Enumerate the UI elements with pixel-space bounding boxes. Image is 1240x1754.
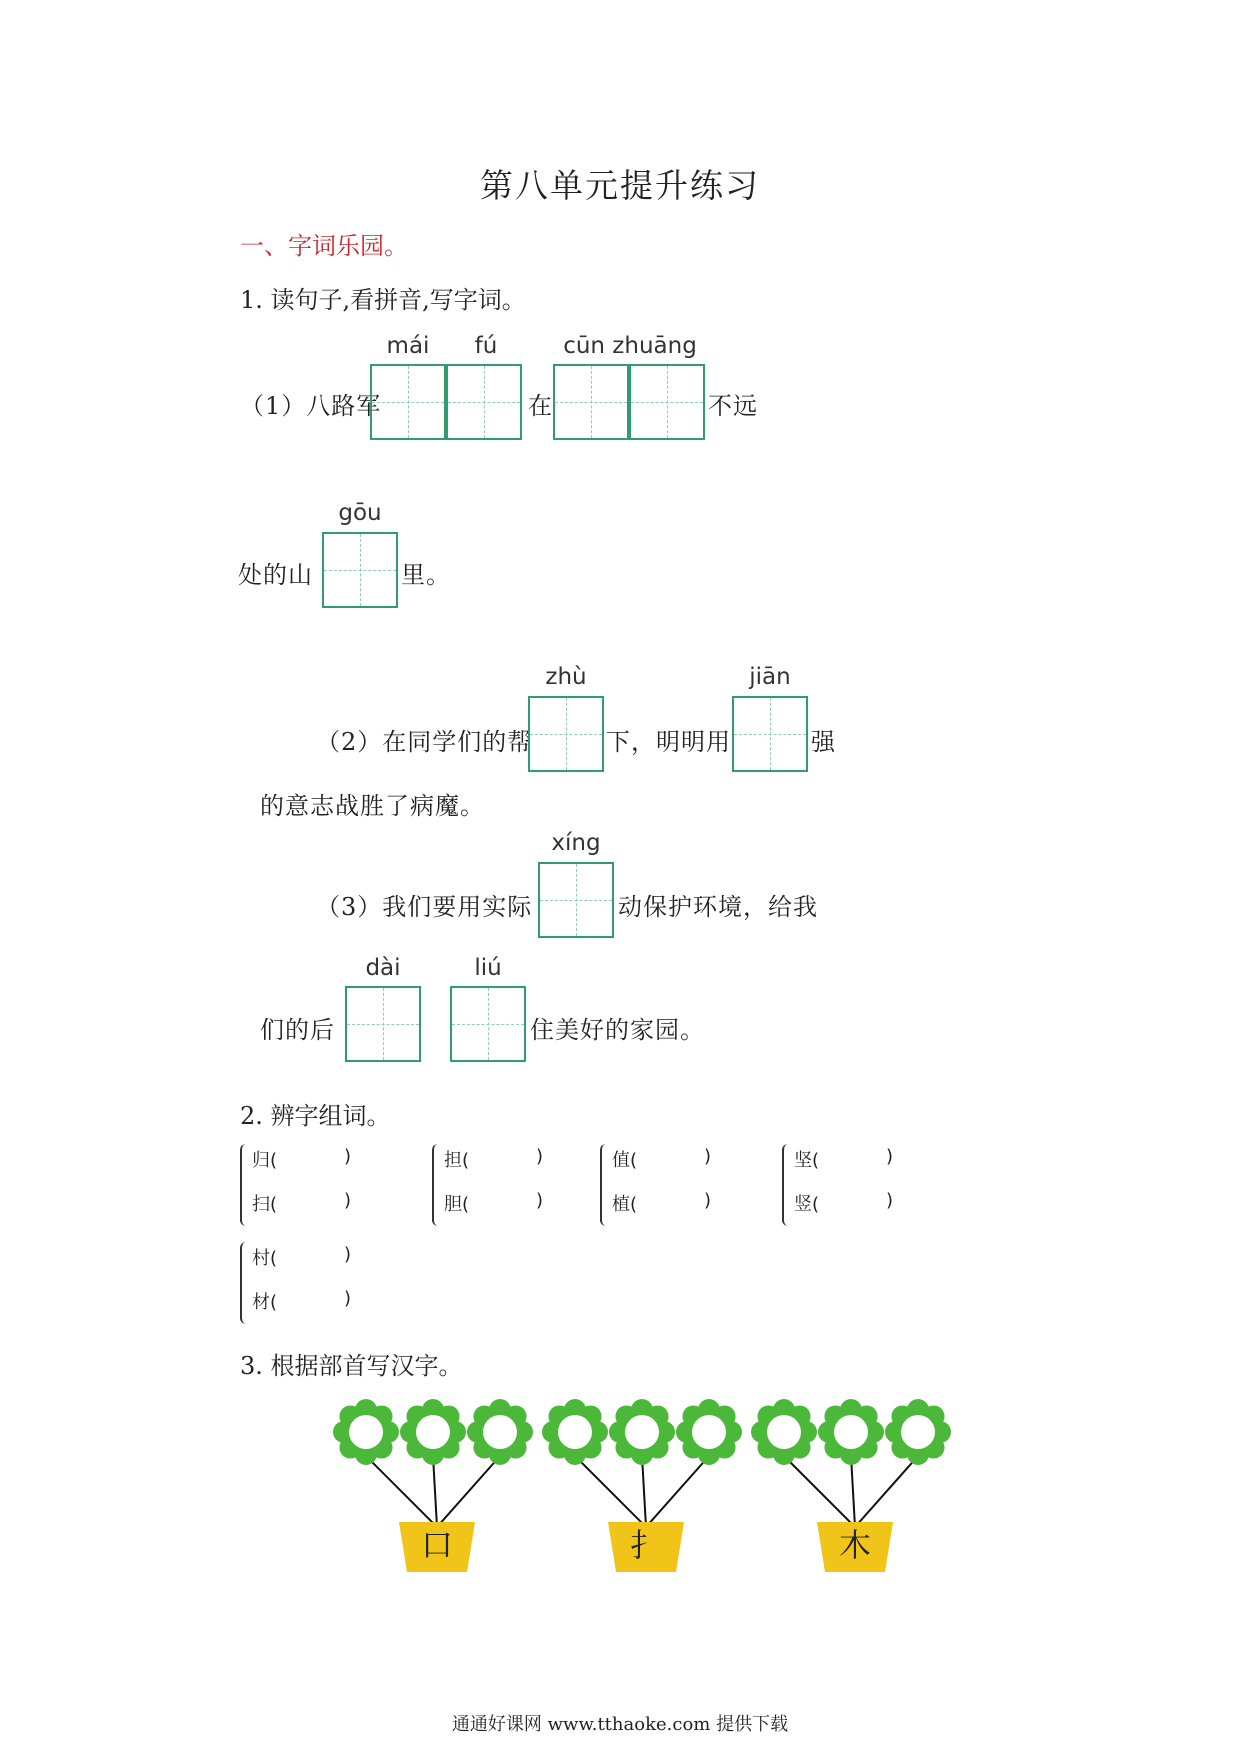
sentence-1-prefix: （1）八路军 [240,392,382,420]
paren-close: ) [886,1190,894,1211]
word-pair-item: 坚( [794,1150,820,1171]
flower-stem [575,1456,646,1527]
sentence-2-suffix: 强 [811,728,836,756]
sentence-3-suffix: 动保护环境，给我 [618,893,818,921]
sentence-1-middle: 在 [528,392,553,420]
pinyin-xing: xíng [551,830,601,856]
pinyin-gou: gōu [338,500,382,526]
flower-stem [851,1456,855,1527]
flower-stem [784,1456,855,1527]
flower-center [558,1415,592,1449]
sentence-2-prefix: （2）在同学们的帮 [316,728,533,756]
paren-close: ) [344,1288,352,1309]
flower-center [901,1415,935,1449]
flower-stem [433,1456,437,1527]
paren-close: ) [704,1146,712,1167]
flower-center [416,1415,450,1449]
question-1-label: 1. 读句子,看拼音,写字词。 [240,286,526,314]
word-pair-item: 胆( [444,1194,470,1215]
footer: 通通好课网 www.tthaoke.com 提供下载 [451,1714,789,1735]
sentence-1-suffix: 不远 [708,392,758,420]
sentence-3-line2-prefix: 们的后 [260,1016,335,1044]
flower-center [767,1415,801,1449]
flower-center [483,1415,517,1449]
paren-close: ) [344,1190,352,1211]
paren-close: ) [704,1190,712,1211]
word-pair-item: 植( [612,1194,638,1215]
page-title: 第八单元提升练习 [480,166,760,205]
pinyin-mai: mái [386,333,430,359]
word-pair-item: 担( [444,1150,470,1171]
radical-mu: 木 [838,1526,871,1564]
pinyin-jian: jiān [749,664,791,690]
word-pair-item: 归( [252,1150,278,1171]
pinyin-liu: liú [474,955,502,981]
pinyin-zhu: zhù [545,664,587,690]
flower-center [692,1415,726,1449]
radical-shou: 扌 [629,1526,662,1564]
pinyin-dai: dài [365,955,401,981]
sentence-1-line2-prefix: 处的山 [238,561,313,589]
sentence-3-prefix: （3）我们要用实际 [316,893,533,921]
pinyin-fu: fú [474,333,498,359]
flower-stem [855,1456,918,1527]
radical-kou: 口 [420,1526,453,1564]
paren-close: ) [886,1146,894,1167]
word-pair-item: 值( [612,1150,638,1171]
question-3-label: 3. 根据部首写汉字。 [240,1352,463,1380]
sentence-2-line2: 的意志战胜了病魔。 [260,792,485,820]
sentence-3-line2-suffix: 住美好的家园。 [530,1016,705,1044]
flower-center [834,1415,868,1449]
flower-center [349,1415,383,1449]
flower-stem [366,1456,437,1527]
paren-close: ) [536,1190,544,1211]
word-pair-item: 材( [252,1292,278,1313]
pinyin-cunzhuang: cūn zhuāng [563,333,697,359]
paren-close: ) [344,1244,352,1265]
paren-close: ) [344,1146,352,1167]
section-heading: 一、字词乐园。 [240,232,408,260]
word-pair-item: 扫( [252,1194,278,1215]
flower-stem [437,1456,500,1527]
question-2-label: 2. 辨字组词。 [240,1102,391,1130]
word-pair-item: 村( [252,1248,278,1269]
flower-center [625,1415,659,1449]
sentence-1-line2-suffix: 里。 [401,561,451,589]
word-pair-item: 竖( [794,1194,820,1215]
flower-stem [646,1456,709,1527]
paren-close: ) [536,1146,544,1167]
sentence-2-middle: 下，明明用 [606,728,731,756]
flower-stem [642,1456,646,1527]
